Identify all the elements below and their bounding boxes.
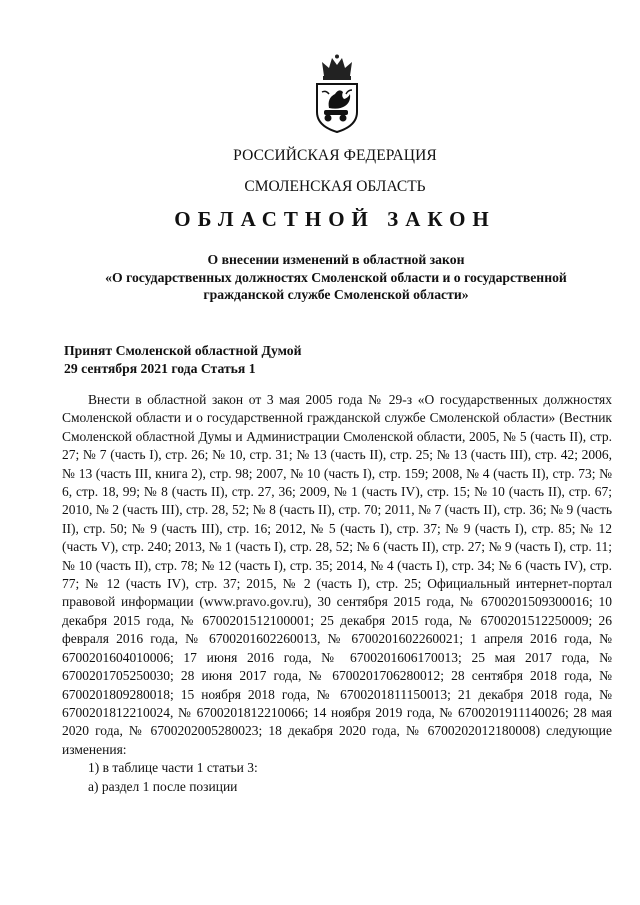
coat-of-arms-icon <box>310 54 364 134</box>
list-subitem: а) раздел 1 после позиции <box>88 778 238 794</box>
subject-line-1: О внесении изменений в областной закон <box>207 252 465 267</box>
subject-line-3: гражданской службе Смоленской области» <box>203 287 469 302</box>
region-heading: СМОЛЕНСКАЯ ОБЛАСТЬ <box>244 178 426 195</box>
law-subject-title <box>60 251 612 304</box>
article-body <box>62 391 612 796</box>
document-type-title: ОБЛАСТНОЙ ЗАКОН <box>174 207 496 231</box>
country-heading: РОССИЙСКАЯ ФЕДЕРАЦИЯ <box>233 147 437 164</box>
adoption-note <box>64 342 544 377</box>
smolensk-coat-of-arms-graphic <box>310 54 364 134</box>
subject-line-2: «О государственных должностях Смоленской области и о государственной <box>105 269 567 285</box>
adoption-line-2: 29 сентября 2021 года Статья 1 <box>64 360 256 376</box>
body-paragraph: Внести в областной закон от 3 мая 2005 года № 29-з «О государственных должностях Смоленской области и о государственной гражданской службе Смоленской области» (Вестник Смоленской областной Думы и Администрации Смоленской области, 2005, № 5 (часть II), стр. 27; № 7 (часть I), стр. 26; № 10, стр. 31; № 13 (часть II), стр. 25; № 13 (часть III), стр. 42; 2006, № 13 (часть III, книга 2), стр. 98; 2007, № 10 (часть I), стр. 159; 2008, № 4 (часть II), стр. 73; № 6, стр. 18, 99; № 8 (часть II), стр. 27, 36; 2009, № 1 (часть IV), стр. 15; № 10 (часть II), стр. 67; 2010, № 2 (часть III), стр. 28, 52; № 8 (часть II), стр. 70; 2011, № 7 (часть II), стр. 36; № 9 (часть II), стр. 50; № 9 (часть III), стр. 16; 2012, № 5 (часть I), стр. 37; № 9 (часть I), стр. 85; № 12 (часть V), стр. 240; 2013, № 1 (часть I), стр. 28, 52; № 6 (часть II), стр. 27; № 9 (часть I), стр. 11; № 10 (часть II), стр. 78; № 12 (часть I), стр. 35; 2014, № 4 (часть I), стр. 34; № 6 (часть IV), стр. 77; № 12 (часть IV), стр. 37; 2015, № 2 (часть I), стр. 25; Официальный интернет-портал правовой информации (www.pravo.gov.ru), 30 сентября 2015 года, № 6700201509300016; 10 декабря 2015 года, № 6700201512100001; 25 декабря 2015 года, № 6700201512250009; 26 февраля 2016 года, № 6700201602260013, № 6700201602260021; 1 апреля 2016 года, № 6700201604010006; 17 июня 2016 года, № 6700201606170013; 25 мая 2017 года, № 6700201705250030; 28 июня 2017 года, № 6700201706280012; 28 сентября 2018 года, № 6700201809280018; 15 ноября 2018 года, № 6700201811150013; 21 декабря 2018 года, № 6700201812210024, № 6700201812210066; 14 ноября 2019 года, № 6700201911140026; 28 мая 2020 года, № 6700202005280023; 18 декабря 2020 года, № 6700202012180008) следующие изменения: <box>62 392 612 757</box>
list-item: 1) в таблице части 1 статьи 3: <box>88 760 258 776</box>
adoption-line-1: Принят Смоленской областной Думой <box>64 343 302 358</box>
